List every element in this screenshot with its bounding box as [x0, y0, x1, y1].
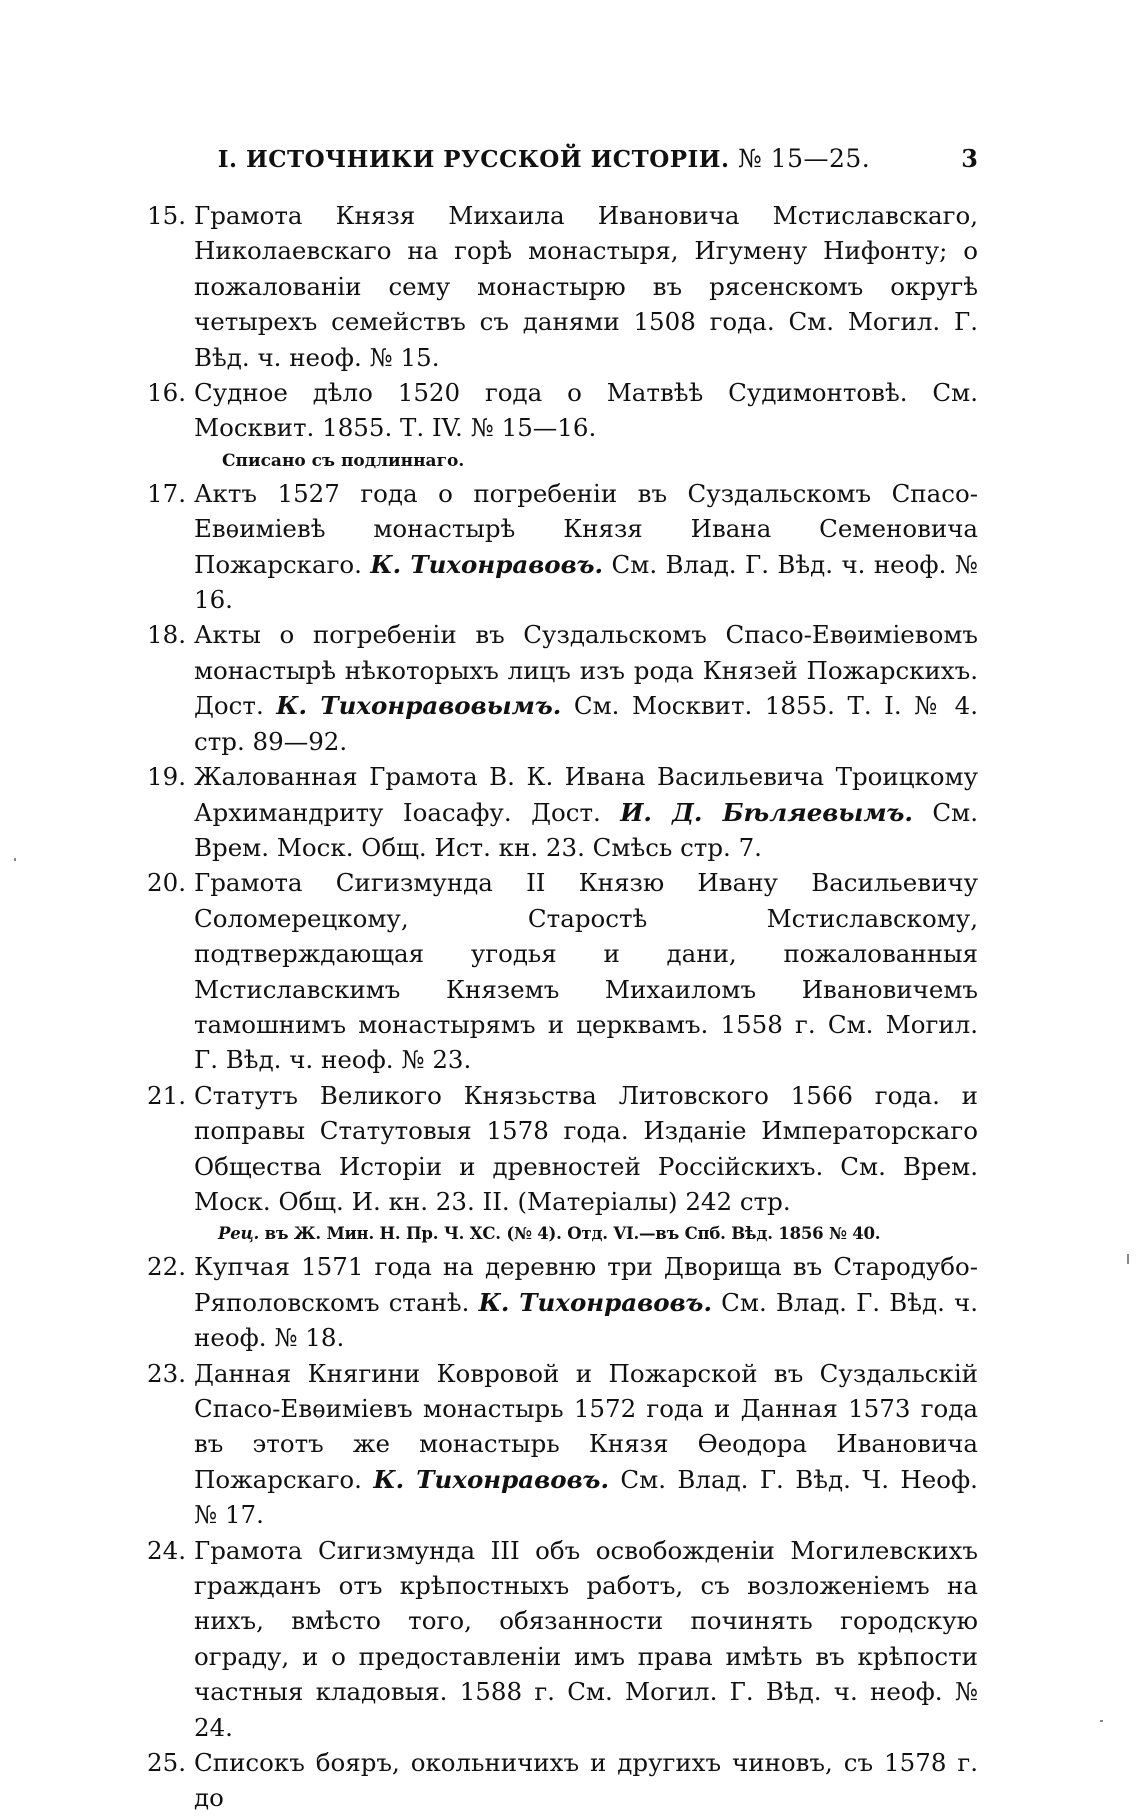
- entry-author: К. Тихонравовъ.: [373, 1464, 610, 1494]
- entry-24: [140, 1533, 978, 1745]
- entry-text: Судное дѣло 1520 года о Матвѣѣ Судимонтовѣ. См. Москвит. 1855. Т. IV. № 15—16.: [194, 378, 978, 443]
- entry-list: [140, 198, 978, 1816]
- entry-20: [140, 865, 978, 1077]
- entry-text: [194, 1356, 978, 1533]
- entry-number: 25.: [147, 1748, 186, 1778]
- entry-number: 23.: [147, 1358, 186, 1388]
- running-head: [150, 144, 978, 184]
- page-number: 3: [961, 144, 978, 173]
- entry-text: [194, 617, 978, 759]
- entry-text: [194, 476, 978, 618]
- running-head-range: № 15—25.: [738, 144, 871, 173]
- entry-body: Актъ 1527 года о погребеніи въ Суздальскомъ Спасо-Евѳиміевѣ монастырѣ Князя Ивана Семеновича Пожарскаго.: [194, 478, 978, 579]
- entry-text: Списокъ бояръ, окольничихъ и другихъ чиновъ, съ 1578 г. до: [194, 1748, 978, 1813]
- entry-body: Акты о погребеніи въ Суздальскомъ Спасо-Евѳиміевомъ монастырѣ нѣкоторыхъ лицъ изъ рода Князей Пожарскихъ. Дост.: [194, 620, 978, 721]
- entry-author: И. Д. Бѣляевымъ.: [620, 797, 913, 827]
- entry-21: [140, 1078, 978, 1220]
- entry-body: Жалованная Грамота В. К. Ивана Васильевича Троицкому Архимандриту Іоасафу. Дост.: [194, 762, 978, 827]
- entry-19: [140, 759, 978, 865]
- entry-reference: См. Влад. Г. Вѣд. Ч. Неоф. № 17.: [194, 1464, 978, 1530]
- entry-16-note: Списано съ подлиннаго.: [222, 450, 465, 471]
- entry-body: Купчая 1571 года на деревню три Дворища въ Стародубо-Ряполовскомъ станѣ.: [194, 1252, 978, 1317]
- entry-number: 15.: [147, 201, 186, 230]
- entry-text: Грамота Сигизмунда II Князю Ивану Васильевичу Соломерецкому, Старостѣ Мстиславскому, подтверждающая угодья и дани, пожалованныя Мстиславскимъ Княземъ Михаиломъ Ивановичемъ тамошнимъ монастырямъ и церквамъ. 1558 г. См. Могил. Г. Вѣд. ч. неоф. № 23.: [194, 868, 978, 1075]
- entry-reference: См. Влад. Г. Вѣд. ч. неоф. № 18.: [194, 1287, 978, 1353]
- entry-number: 19.: [147, 762, 186, 792]
- running-head-title: [150, 144, 938, 173]
- entry-15: [140, 198, 978, 375]
- entry-text: [194, 759, 978, 865]
- entry-number: 17.: [147, 478, 186, 508]
- entry-body: Данная Княгини Ковровой и Пожарской въ Суздальскій Спасо-Евѳиміевъ монастырь 1572 года и Данная 1573 года въ этотъ же монастырь Князя Ѳеодора Ивановича Пожарскаго.: [194, 1358, 978, 1494]
- entry-21-review-note: [140, 1219, 978, 1249]
- entry-18: [140, 617, 978, 759]
- entry-number: 20.: [147, 868, 186, 898]
- entry-number: 16.: [147, 378, 186, 408]
- entry-author: К. Тихонравовъ.: [370, 549, 604, 579]
- entry-author: К. Тихонравовъ.: [478, 1287, 713, 1317]
- entry-reference: См. Москвит. 1855. Т. I. № 4. стр. 89—92.: [194, 691, 978, 756]
- entry-author: К. Тихонравовымъ.: [276, 691, 562, 721]
- entry-17: [140, 476, 978, 618]
- entry-text: Статутъ Великого Князьства Литовского 1566 года. и поправы Статутовыя 1578 года. Изданіе Императорскаго Общества Исторіи и древностей Россійскихъ. См. Врем. Моск. Общ. И. кн. 23. II. (Матеріалы) 242 стр.: [194, 1080, 978, 1216]
- entry-number: 21.: [147, 1080, 186, 1110]
- entry-text: [194, 1249, 978, 1355]
- entry-number: 18.: [147, 620, 186, 650]
- entry-text: Грамота Сигизмунда III объ освобожденіи Могилевскихъ гражданъ отъ крѣпостныхъ работъ, съ возложеніемъ на нихъ, вмѣсто того, обязанности починять городскую ограду, и о предоставленіи имъ права имѣть въ крѣпости частныя кладовыя. 1588 г. См. Могил. Г. Вѣд. ч. неоф. № 24.: [194, 1535, 978, 1742]
- entry-text: Грамота Князя Михаила Ивановича Мстиславскаго, Николаевскаго на горѣ монастыря, Игумену Нифонту; о пожалованіи сему монастырю въ рясенскомъ округѣ четырехъ семействъ съ данями 1508 года. См. Могил. Г. Вѣд. ч. неоф. № 15.: [194, 201, 978, 372]
- entry-reference: См. Врем. Моск. Общ. Ист. кн. 23. Смѣсь стр. 7.: [194, 797, 979, 862]
- entry-reference: См. Влад. Г. Вѣд. ч. неоф. № 16.: [194, 549, 978, 615]
- running-head-section: I. ИСТОЧНИКИ РУССКОЙ ИСТОРІИ.: [217, 146, 730, 173]
- entry-number: 22.: [147, 1252, 186, 1282]
- scan-speck-right: [1127, 1254, 1129, 1264]
- entry-number: 24.: [147, 1535, 186, 1565]
- review-reference: въ Ж. Мин. Н. Пр. Ч. ХС. (№ 4). Отд. VI.—въ Спб. Вѣд. 1856 № 40.: [264, 1224, 881, 1244]
- entry-16: [140, 375, 978, 446]
- entry-23: [140, 1356, 978, 1533]
- review-label: Рец.: [218, 1224, 260, 1244]
- entry-22: [140, 1249, 978, 1355]
- scan-speck-left: [14, 858, 16, 861]
- scan-speck-bottom: [1100, 1720, 1103, 1722]
- entry-25: [140, 1745, 978, 1816]
